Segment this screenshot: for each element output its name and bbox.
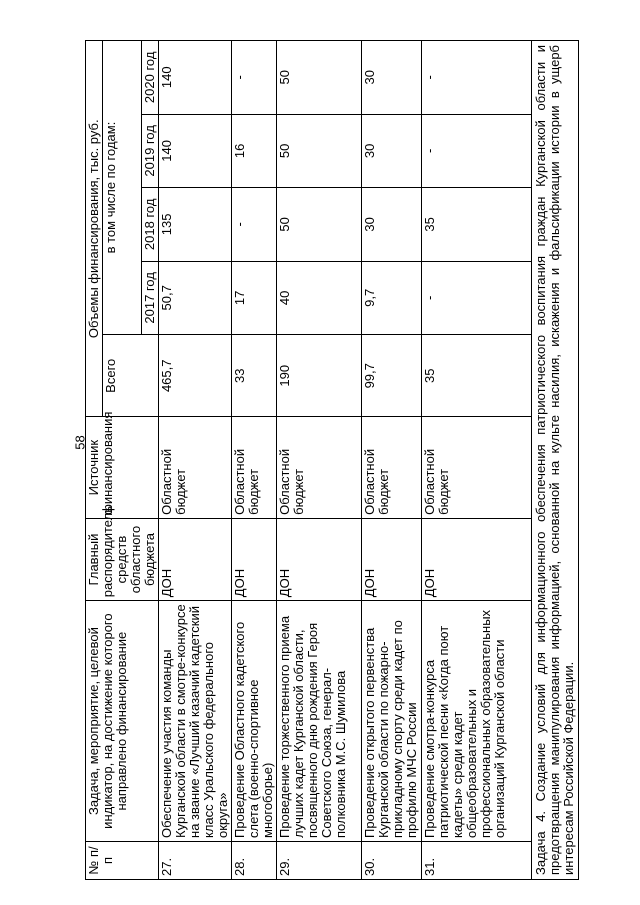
row-task: Проведение открытого первенства Курганской области по пожарно-прикладному спорту среди кадет по профилю МЧС России	[362, 601, 422, 842]
header-year-2019: 2019 год	[142, 114, 159, 188]
page-number: 58	[72, 435, 88, 450]
table-row	[159, 41, 232, 880]
header-volumes: Объемы финансирования, тыс. руб.	[86, 41, 103, 417]
row-2020: -	[422, 41, 532, 115]
row-2017: 50,7	[159, 261, 232, 335]
row-total: 35	[422, 335, 532, 417]
header-task: Задача, мероприятие, целевой индикатор, на достижение которого направлено финансирование	[86, 601, 159, 842]
row-source: Областной бюджет	[159, 417, 232, 518]
header-year-2018: 2018 год	[142, 188, 159, 262]
row-total: 99,7	[362, 335, 422, 417]
header-num: № п/п	[86, 841, 159, 879]
row-2019: 50	[277, 114, 362, 188]
row-total: 465,7	[159, 335, 232, 417]
row-distributor: ДОН	[159, 518, 232, 600]
row-num: 29.	[277, 841, 362, 879]
row-source: Областной бюджет	[232, 417, 277, 518]
table-row	[362, 41, 422, 880]
table-row	[422, 41, 532, 880]
row-distributor: ДОН	[362, 518, 422, 600]
row-2020: 30	[362, 41, 422, 115]
header-distributor: Главный распорядитель средств областного бюджета	[86, 518, 159, 600]
row-2017: 17	[232, 261, 277, 335]
rotated-table-container	[85, 40, 615, 880]
row-distributor: ДОН	[232, 518, 277, 600]
row-2019: 140	[159, 114, 232, 188]
row-2018: 30	[362, 188, 422, 262]
financing-table	[85, 40, 579, 880]
row-2017: -	[422, 261, 532, 335]
row-num: 28.	[232, 841, 277, 879]
row-num: 30.	[362, 841, 422, 879]
row-total: 190	[277, 335, 362, 417]
row-task: Обеспечение участия команды Курганской области в смотре-конкурсе на звание «Лучший казачий кадетский класс Уральского федерального округа»	[159, 601, 232, 842]
row-num: 31.	[422, 841, 532, 879]
row-2017: 40	[277, 261, 362, 335]
task4-text: Задача 4. Создание условий для информационного обеспечения патриотического воспитания граждан Курганской области и предотвращения манипулирования информацией, основанной на культе насилия, искажения и фальсификации истории в ущерб интересам Российской Федерации.	[532, 41, 579, 880]
row-2018: 35	[422, 188, 532, 262]
row-2018: -	[232, 188, 277, 262]
table-row	[277, 41, 362, 880]
header-total: Всего	[103, 335, 159, 417]
table-row	[232, 41, 277, 880]
row-2020: 140	[159, 41, 232, 115]
header-year-2020: 2020 год	[142, 41, 159, 115]
row-distributor: ДОН	[277, 518, 362, 600]
row-2017: 9,7	[362, 261, 422, 335]
row-2019: 16	[232, 114, 277, 188]
task4-row	[532, 41, 579, 880]
row-2018: 50	[277, 188, 362, 262]
row-total: 33	[232, 335, 277, 417]
header-by-years: в том числе по годам:	[103, 41, 142, 335]
row-2020: -	[232, 41, 277, 115]
row-source: Областной бюджет	[422, 417, 532, 518]
row-task: Проведение Областного кадетского слета (военно-спортивное многоборье)	[232, 601, 277, 842]
row-source: Областной бюджет	[362, 417, 422, 518]
row-2019: -	[422, 114, 532, 188]
row-2018: 135	[159, 188, 232, 262]
header-source: Источник финансирования	[86, 417, 159, 518]
row-distributor: ДОН	[422, 518, 532, 600]
row-task: Проведение смотра-конкурса патриотической песни «Когда поют кадеты» среди кадет общеобразовательных и профессиональных образовательных организаций Курганской области	[422, 601, 532, 842]
row-2020: 50	[277, 41, 362, 115]
header-row-1	[86, 41, 103, 880]
row-task: Проведение торжественного приема лучших кадет Курганской области, посвященного дню рождения Героя Советского Союза, генерал-полковника М.С. Шумилова	[277, 601, 362, 842]
row-2019: 30	[362, 114, 422, 188]
row-source: Областной бюджет	[277, 417, 362, 518]
row-num: 27.	[159, 841, 232, 879]
header-year-2017: 2017 год	[142, 261, 159, 335]
